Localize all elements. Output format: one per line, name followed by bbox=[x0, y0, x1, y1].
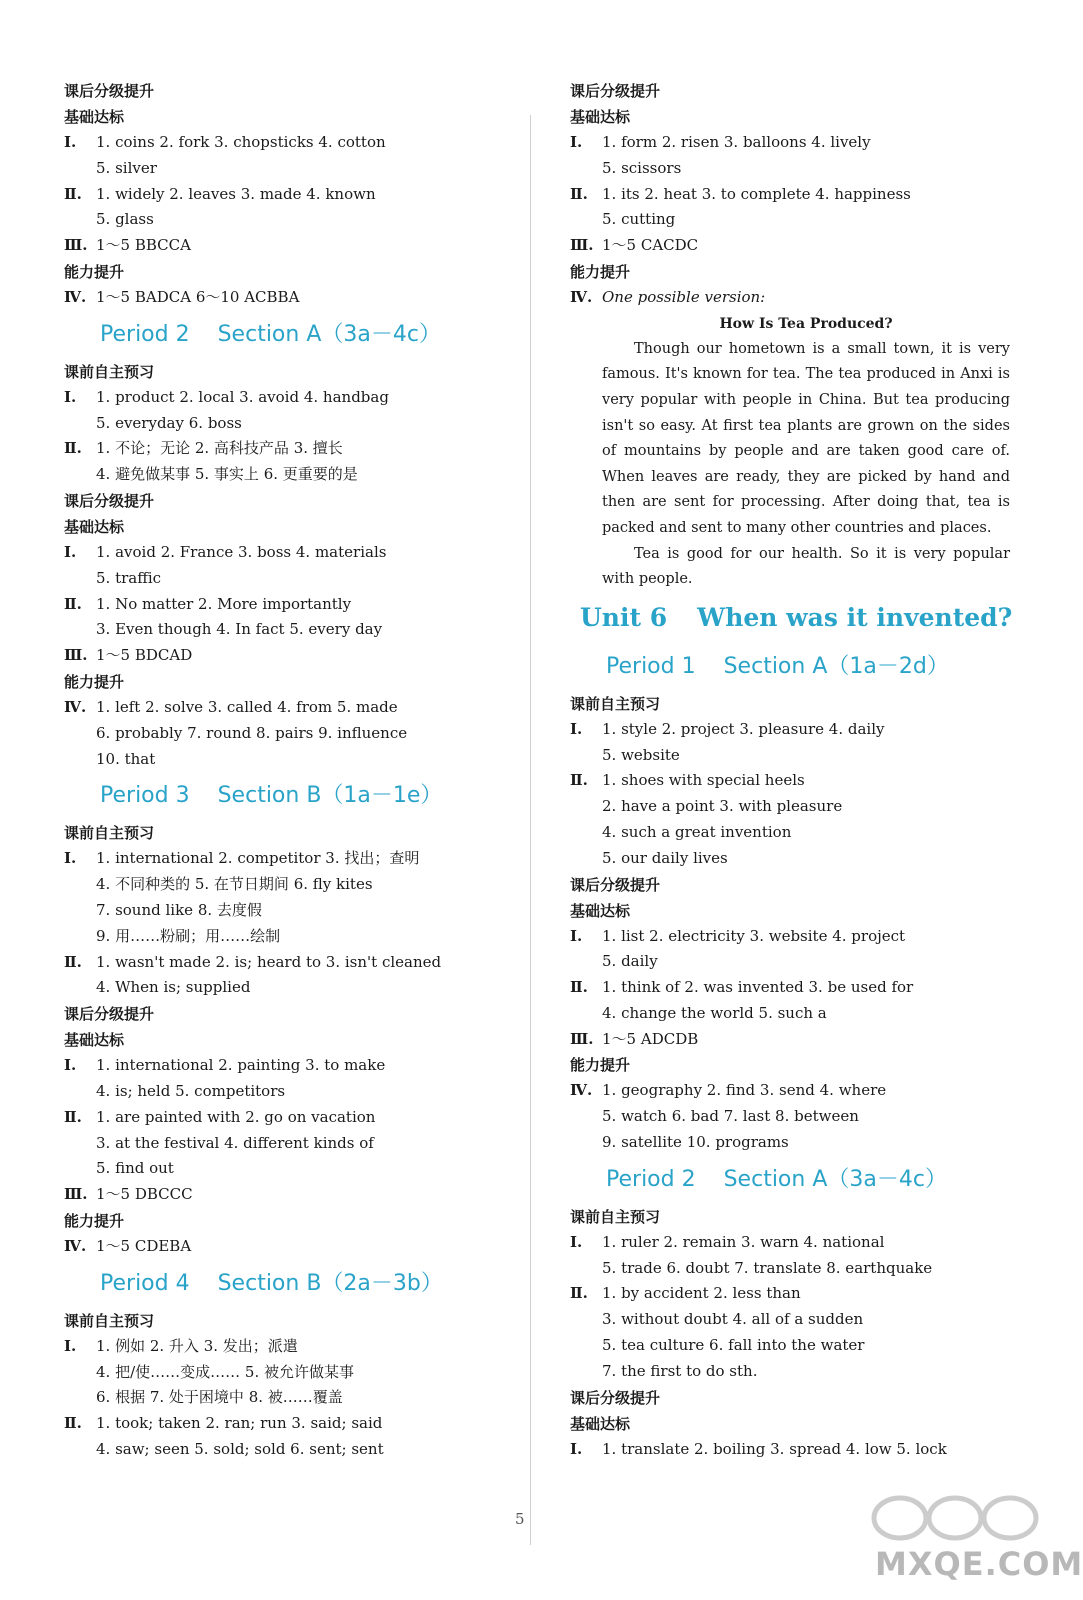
period-heading bbox=[64, 1260, 504, 1308]
subsection-heading: 基础达标 bbox=[570, 108, 631, 126]
roman-numeral: Ⅲ. bbox=[64, 1185, 88, 1204]
answer-text: 4. change the world 5. such a bbox=[602, 1003, 827, 1022]
subsection-heading: 课前自主预习 bbox=[64, 1311, 155, 1330]
answer-line bbox=[64, 207, 504, 233]
answer-text: 1. product 2. local 3. avoid 4. handbag bbox=[96, 387, 389, 406]
answer-text: 1. left 2. solve 3. called 4. from 5. made bbox=[96, 697, 398, 716]
answer-text: 1～5 ADCDB bbox=[602, 1029, 699, 1048]
answer-line bbox=[64, 1360, 504, 1386]
answer-line bbox=[570, 1104, 1010, 1130]
subsection-heading: 能力提升 bbox=[64, 1211, 125, 1230]
answer-line bbox=[64, 462, 504, 488]
answer-text: 1. its 2. heat 3. to complete 4. happiness bbox=[602, 184, 911, 203]
roman-numeral: Ⅰ. bbox=[64, 1056, 77, 1075]
answer-text: 1. style 2. project 3. pleasure 4. daily bbox=[602, 719, 885, 738]
answer-text: 1. 例如 2. 升入 3. 发出；派遣 bbox=[96, 1336, 298, 1355]
answer-text: 1～5 BADCA 6～10 ACBBA bbox=[96, 287, 300, 306]
answer-text: 5. cutting bbox=[602, 210, 676, 229]
answer-line bbox=[570, 743, 1010, 769]
period-heading bbox=[64, 772, 504, 820]
period-label: Period 3 bbox=[100, 783, 190, 809]
roman-numeral: Ⅰ. bbox=[570, 1232, 583, 1251]
answer-text: 1. No matter 2. More importantly bbox=[96, 594, 352, 613]
answer-text: 5. website bbox=[602, 745, 680, 764]
answer-text: 10. that bbox=[96, 749, 156, 768]
roman-numeral: Ⅳ. bbox=[64, 1236, 87, 1255]
answer-text: 5. scissors bbox=[602, 158, 682, 177]
answer-text: 5. tea culture 6. fall into the water bbox=[602, 1336, 865, 1355]
answer-line bbox=[64, 1411, 504, 1437]
subsection-heading: 基础达标 bbox=[570, 1414, 631, 1433]
roman-numeral: Ⅰ. bbox=[570, 719, 583, 738]
period-heading bbox=[570, 643, 1010, 691]
subsection-heading: 课后分级提升 bbox=[570, 875, 661, 894]
answer-text: 1～5 BDCAD bbox=[96, 646, 193, 665]
answer-text: 6. probably 7. round 8. pairs 9. influence bbox=[96, 723, 408, 742]
answer-text: 5. trade 6. doubt 7. translate 8. earthquake bbox=[602, 1258, 933, 1277]
answer-text: 1. ruler 2. remain 3. warn 4. national bbox=[602, 1232, 885, 1251]
answer-text: 4. When is; supplied bbox=[96, 978, 251, 997]
answer-text: 9. satellite 10. programs bbox=[602, 1133, 789, 1152]
section-label: Section A（3a－4c） bbox=[217, 321, 441, 347]
answer-text: 1. took; taken 2. ran; run 3. said; said bbox=[96, 1414, 383, 1433]
roman-numeral: Ⅱ. bbox=[570, 1284, 588, 1303]
roman-numeral: Ⅱ. bbox=[64, 594, 82, 613]
subsection-heading: 课后分级提升 bbox=[570, 82, 661, 100]
answer-text: 1. wasn't made 2. is; heard to 3. isn't cleaned bbox=[96, 952, 442, 971]
answer-line bbox=[64, 975, 504, 1001]
answer-text: 1. are painted with 2. go on vacation bbox=[96, 1107, 376, 1126]
answer-text: 4. 避免做某事 5. 事实上 6. 更重要的是 bbox=[96, 465, 358, 484]
answer-line bbox=[64, 436, 504, 462]
answer-line bbox=[64, 385, 504, 411]
answer-line bbox=[570, 1437, 1010, 1463]
subsection-heading: 能力提升 bbox=[570, 1056, 631, 1075]
answer-text: 1. avoid 2. France 3. boss 4. materials bbox=[96, 542, 387, 561]
answer-line bbox=[570, 820, 1010, 846]
answer-text: 1. by accident 2. less than bbox=[602, 1284, 801, 1303]
answer-line bbox=[64, 1437, 504, 1463]
answer-line bbox=[570, 1078, 1010, 1104]
answer-text: 5. our daily lives bbox=[602, 848, 728, 867]
roman-numeral: Ⅰ. bbox=[64, 542, 77, 561]
subsection-heading: 课后分级提升 bbox=[64, 82, 155, 100]
answer-line bbox=[570, 182, 1010, 208]
answer-line bbox=[64, 617, 504, 643]
answer-line bbox=[570, 285, 1010, 311]
roman-numeral: Ⅱ. bbox=[570, 184, 588, 203]
left-column bbox=[64, 78, 504, 1463]
answer-line bbox=[64, 872, 504, 898]
roman-numeral: Ⅱ. bbox=[570, 771, 588, 790]
answer-text: 9. 用……粉刷；用……绘制 bbox=[96, 926, 281, 945]
subsection-heading: 基础达标 bbox=[64, 108, 125, 126]
period-label: Period 2 bbox=[100, 321, 190, 347]
roman-numeral: Ⅰ. bbox=[64, 387, 77, 406]
answer-line bbox=[64, 1385, 504, 1411]
answer-line bbox=[64, 592, 504, 618]
answer-line bbox=[64, 1234, 504, 1260]
period-label: Period 1 bbox=[606, 653, 696, 679]
answer-line bbox=[570, 156, 1010, 182]
answer-text: 4. 不同种类的 5. 在节日期间 6. fly kites bbox=[96, 875, 373, 894]
subsection-heading: 课后分级提升 bbox=[64, 491, 155, 510]
answer-line bbox=[570, 233, 1010, 259]
section-label: Section A（1a－2d） bbox=[723, 653, 949, 679]
answer-text: 5. daily bbox=[602, 952, 658, 971]
answer-text: 1. 不论；无论 2. 高科技产品 3. 擅长 bbox=[96, 439, 343, 458]
answer-line bbox=[64, 182, 504, 208]
answer-line bbox=[64, 846, 504, 872]
roman-numeral: Ⅰ. bbox=[570, 133, 583, 151]
answer-text: 1～5 BBCCA bbox=[96, 236, 191, 255]
subsection-heading: 课后分级提升 bbox=[570, 1388, 661, 1407]
answer-text: 5. watch 6. bad 7. last 8. between bbox=[602, 1107, 859, 1126]
page-number: 5 bbox=[515, 1510, 525, 1528]
subsection-heading: 能力提升 bbox=[64, 672, 125, 691]
answer-text: 5. traffic bbox=[96, 568, 162, 587]
answer-text: 1. shoes with special heels bbox=[602, 771, 805, 790]
answer-line bbox=[64, 156, 504, 182]
answer-text: 1. geography 2. find 3. send 4. where bbox=[602, 1081, 887, 1100]
right-column bbox=[570, 78, 1013, 1462]
essay-title: How Is Tea Produced? bbox=[719, 315, 893, 332]
essay-paragraph: Though our hometown is a small town, it is very famous. It's known for tea. The tea produced in Anxi is very popular with people in China. But tea producing isn't so easy. At first tea plants are grown on the sides of mountains by people and are taken good care of. When leaves are ready, they are picked by hand and then are sent for processing. After doing that, tea is packed and sent to many other countries and places. bbox=[602, 340, 1010, 536]
roman-numeral: Ⅱ. bbox=[64, 1414, 82, 1433]
answer-text: 1～5 DBCCC bbox=[96, 1185, 193, 1204]
period-label: Period 2 bbox=[606, 1166, 696, 1192]
answer-text: 3. at the festival 4. different kinds of bbox=[96, 1133, 374, 1152]
answer-text: 1. international 2. painting 3. to make bbox=[96, 1056, 386, 1075]
answer-line bbox=[64, 643, 504, 669]
unit-title: When was it invented? bbox=[697, 602, 1013, 632]
answer-text: 4. 把/使……变成…… 5. 被允许做某事 bbox=[96, 1362, 354, 1381]
answer-text: 1. coins 2. fork 3. chopsticks 4. cotton bbox=[96, 133, 386, 151]
answer-line bbox=[570, 1281, 1010, 1307]
roman-numeral: Ⅳ. bbox=[570, 287, 593, 306]
answer-line bbox=[570, 1001, 1010, 1027]
answer-line bbox=[64, 1156, 504, 1182]
answer-text: 6. 根据 7. 处于困境中 8. 被……覆盖 bbox=[96, 1388, 343, 1407]
answer-line bbox=[64, 695, 504, 721]
roman-numeral: Ⅲ. bbox=[64, 646, 88, 665]
answer-text: 1. think of 2. was invented 3. be used for bbox=[602, 978, 914, 997]
answer-text: 4. saw; seen 5. sold; sold 6. sent; sent bbox=[96, 1439, 384, 1458]
unit-heading bbox=[570, 593, 1013, 643]
answer-line bbox=[64, 721, 504, 747]
roman-numeral: Ⅱ. bbox=[570, 978, 588, 997]
roman-numeral: Ⅰ. bbox=[64, 133, 77, 151]
unit-label: Unit 6 bbox=[580, 602, 668, 632]
roman-numeral: Ⅳ. bbox=[64, 697, 87, 716]
subsection-heading: 能力提升 bbox=[64, 262, 125, 281]
answer-line bbox=[64, 1334, 504, 1360]
answer-line bbox=[64, 540, 504, 566]
answer-line bbox=[64, 233, 504, 259]
subsection-heading: 能力提升 bbox=[570, 262, 631, 281]
answer-line bbox=[64, 1105, 504, 1131]
roman-numeral: Ⅱ. bbox=[64, 1107, 82, 1126]
roman-numeral: Ⅳ. bbox=[570, 1081, 593, 1100]
answer-text: 7. the first to do sth. bbox=[602, 1361, 758, 1380]
roman-numeral: Ⅲ. bbox=[570, 236, 594, 255]
answer-line bbox=[570, 1130, 1010, 1156]
answer-text: 1. form 2. risen 3. balloons 4. lively bbox=[602, 133, 871, 151]
answer-line bbox=[64, 130, 504, 156]
answer-text: 1～5 CACDC bbox=[602, 236, 699, 255]
answer-line bbox=[64, 1053, 504, 1079]
section-label: Section A（3a－4c） bbox=[723, 1166, 947, 1192]
answer-line bbox=[570, 717, 1010, 743]
roman-numeral: Ⅰ. bbox=[570, 1439, 583, 1458]
answer-line bbox=[64, 950, 504, 976]
roman-numeral: Ⅲ. bbox=[570, 1029, 594, 1048]
answer-line bbox=[570, 924, 1010, 950]
answer-text: 3. without doubt 4. all of a sudden bbox=[602, 1310, 864, 1329]
subsection-heading: 基础达标 bbox=[570, 901, 631, 920]
subsection-heading: 基础达标 bbox=[64, 517, 125, 536]
answer-text: 5. find out bbox=[96, 1159, 174, 1178]
answer-text: 4. is; held 5. competitors bbox=[96, 1081, 286, 1100]
answer-text: 3. Even though 4. In fact 5. every day bbox=[96, 620, 383, 639]
period-heading bbox=[570, 1156, 1010, 1204]
answer-line bbox=[64, 747, 504, 773]
answer-line bbox=[570, 794, 1010, 820]
roman-numeral: Ⅰ. bbox=[570, 926, 583, 945]
column-divider bbox=[530, 115, 531, 1545]
answer-line bbox=[570, 130, 1010, 156]
subsection-heading: 课后分级提升 bbox=[64, 1005, 155, 1024]
answer-text: 5. glass bbox=[96, 210, 154, 229]
answer-text: 5. silver bbox=[96, 158, 157, 177]
answer-line bbox=[570, 846, 1010, 872]
roman-numeral: Ⅰ. bbox=[64, 1336, 77, 1355]
subsection-heading: 基础达标 bbox=[64, 1031, 125, 1050]
period-label: Period 4 bbox=[100, 1270, 190, 1296]
answer-line bbox=[570, 1333, 1010, 1359]
answer-text: 1. widely 2. leaves 3. made 4. known bbox=[96, 184, 376, 203]
answer-line bbox=[64, 1079, 504, 1105]
answer-line bbox=[64, 566, 504, 592]
subsection-heading: 课前自主预习 bbox=[570, 694, 661, 713]
answer-text: 1～5 CDEBA bbox=[96, 1236, 192, 1255]
answer-line bbox=[64, 411, 504, 437]
section-label: Section B（1a－1e） bbox=[217, 783, 443, 809]
answer-line bbox=[570, 1230, 1010, 1256]
answer-line bbox=[570, 1307, 1010, 1333]
subsection-heading: 课前自主预习 bbox=[64, 362, 155, 381]
roman-numeral: Ⅰ. bbox=[64, 849, 77, 868]
answer-line bbox=[64, 285, 504, 311]
answer-line bbox=[570, 975, 1010, 1001]
period-heading bbox=[64, 311, 504, 359]
answer-line bbox=[570, 1027, 1010, 1053]
answer-line bbox=[570, 949, 1010, 975]
subsection-heading: 课前自主预习 bbox=[570, 1207, 661, 1226]
roman-numeral: Ⅳ. bbox=[64, 287, 87, 306]
watermark-text: MXQE.COM bbox=[875, 1545, 1083, 1583]
answer-text: 4. such a great invention bbox=[602, 822, 792, 841]
answer-line bbox=[570, 768, 1010, 794]
answer-text: 1. international 2. competitor 3. 找出；查明 bbox=[96, 849, 420, 868]
answer-line bbox=[64, 898, 504, 924]
subsection-heading: 课前自主预习 bbox=[64, 824, 155, 843]
answer-line bbox=[570, 1359, 1010, 1385]
roman-numeral: Ⅱ. bbox=[64, 952, 82, 971]
answer-text: One possible version: bbox=[602, 287, 766, 306]
answer-text: 1. translate 2. boiling 3. spread 4. low 5. lock bbox=[602, 1439, 947, 1458]
answer-text: 2. have a point 3. with pleasure bbox=[602, 797, 843, 816]
answer-line bbox=[570, 207, 1010, 233]
answer-text: 1. list 2. electricity 3. website 4. project bbox=[602, 926, 906, 945]
answer-text: 5. everyday 6. boss bbox=[96, 413, 242, 432]
essay-paragraph: Tea is good for our health. So it is very popular with people. bbox=[602, 545, 1010, 588]
answer-line bbox=[64, 1131, 504, 1157]
roman-numeral: Ⅲ. bbox=[64, 236, 88, 255]
roman-numeral: Ⅱ. bbox=[64, 439, 82, 458]
answer-text: 7. sound like 8. 去度假 bbox=[96, 900, 262, 919]
answer-line bbox=[64, 1182, 504, 1208]
section-label: Section B（2a－3b） bbox=[217, 1270, 443, 1296]
answer-line bbox=[64, 924, 504, 950]
roman-numeral: Ⅱ. bbox=[64, 184, 82, 203]
answer-line bbox=[570, 1256, 1010, 1282]
